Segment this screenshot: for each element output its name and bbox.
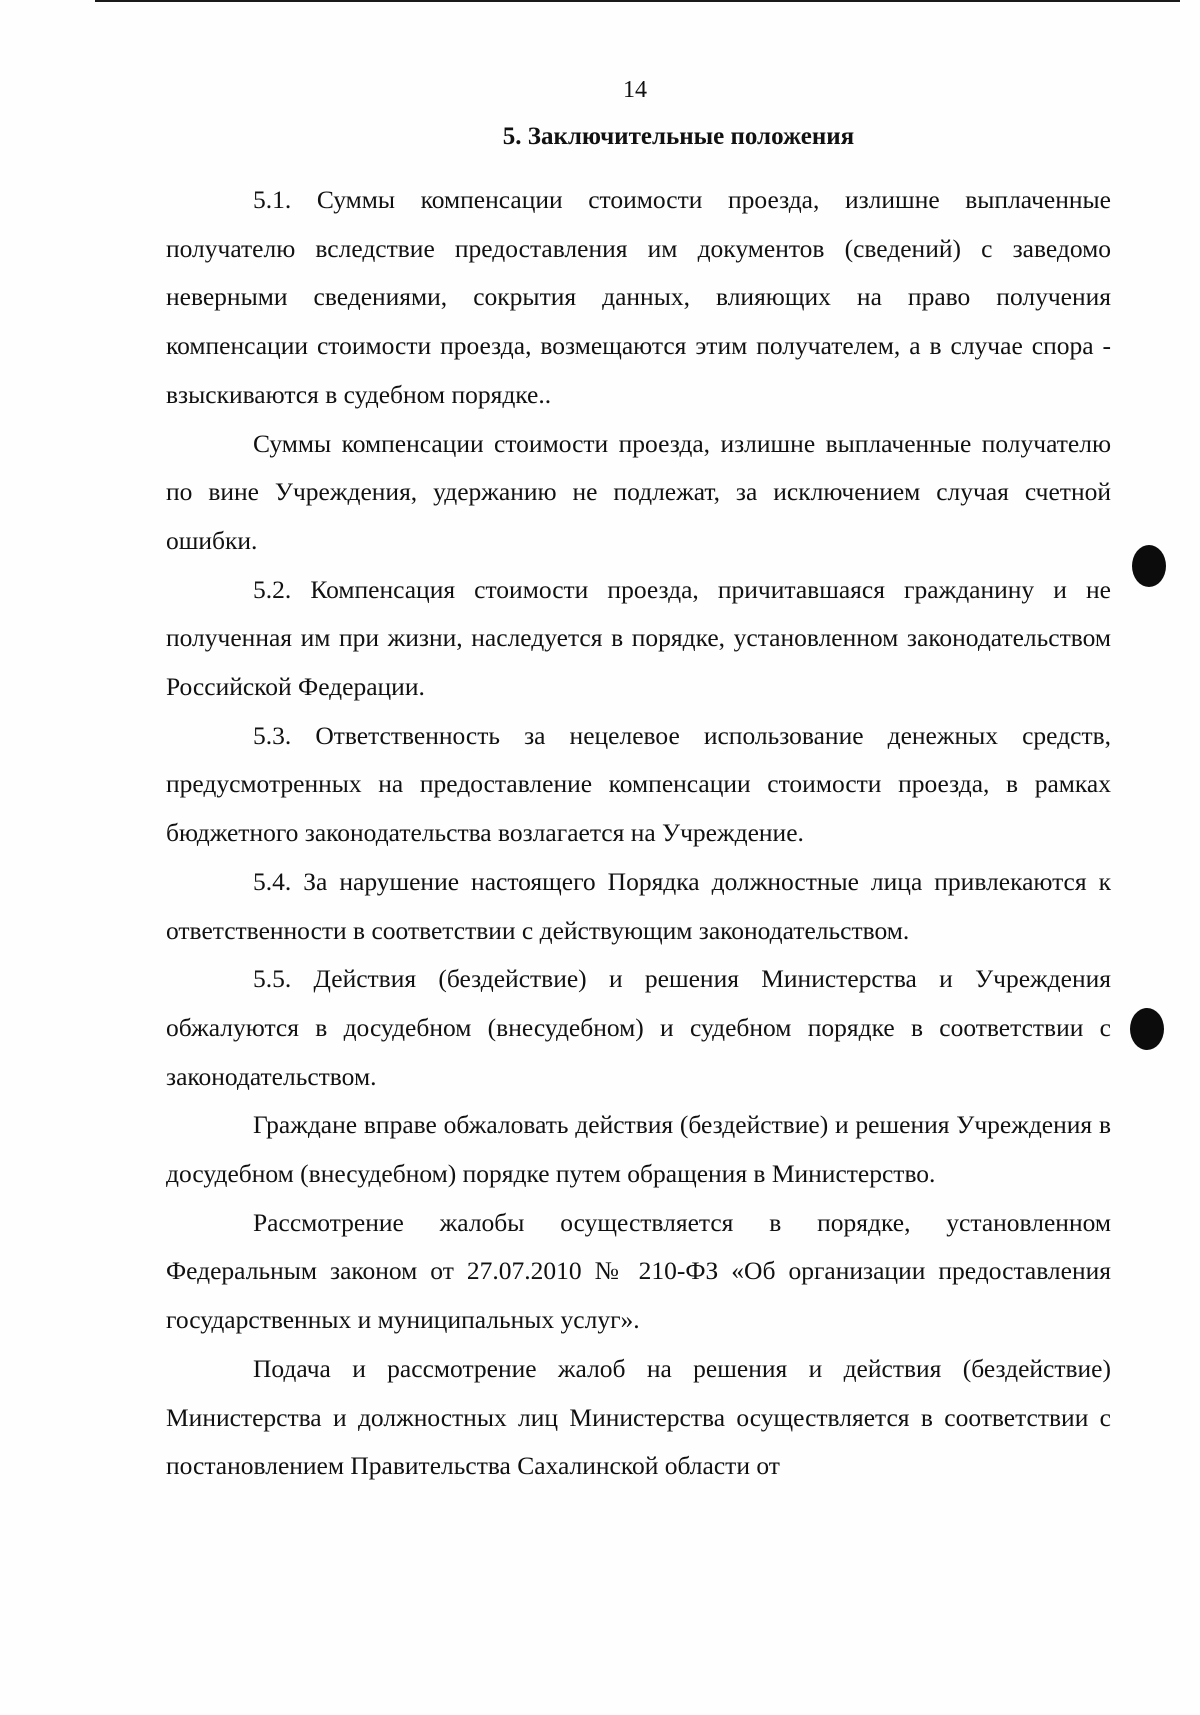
body-text — [166, 176, 1111, 1491]
paragraph-5-1: 5.1. Суммы компенсации стоимости проезда, излишне выплаченные получателю вследствие предоставления им документов (сведений) с заведомо неверными сведениями, сокрытия данных, влияющих на право получения компенсации стоимости проезда, возмещаются этим получателем, а в случае спора - взыскиваются в судебном порядке.. — [166, 185, 1111, 409]
paragraph-complaint-filing: Подача и рассмотрение жалоб на решения и действия (бездействие) Министерства и должностных лиц Министерства осуществляется в соответствии с постановлением Правительства Сахалинской области от — [166, 1353, 1111, 1481]
punch-hole-mark — [1132, 545, 1166, 587]
punch-hole-mark — [1130, 1008, 1164, 1050]
paragraph-appeal-rights: Граждане вправе обжаловать действия (бездействие) и решения Учреждения в досудебном (внесудебном) порядке путем обращения в Министерство. — [166, 1110, 1111, 1189]
paragraph-5-4: 5.4. За нарушение настоящего Порядка должностные лица привлекаются к ответственности в соответствии с действующим законодательством. — [166, 866, 1111, 945]
paragraph-5-3: 5.3. Ответственность за нецелевое использование денежных средств, предусмотренных на предоставление компенсации стоимости проезда, в рамках бюджетного законодательства возлагается на Учреждение. — [166, 720, 1111, 848]
paragraph-5-2: 5.2. Компенсация стоимости проезда, причитавшаяся гражданину и не полученная им при жизни, наследуется в порядке, установленном законодательством Российской Федерации. — [166, 574, 1111, 702]
page-number: 14 — [623, 77, 647, 103]
section-title: 5. Заключительные положения — [502, 123, 855, 150]
paragraph-5-5: 5.5. Действия (бездействие) и решения Министерства и Учреждения обжалуются в досудебном (внесудебном) и судебном порядке в соответствии с законодательством. — [166, 964, 1111, 1091]
paragraph-complaint-review: Рассмотрение жалобы осуществляется в порядке, установленном Федеральным законом от 27.07.2010 № 210-ФЗ «Об организации предоставления государственных и муниципальных услуг». — [166, 1207, 1111, 1335]
top-edge-rule — [95, 0, 1180, 2]
paragraph-5-1-continued: Суммы компенсации стоимости проезда, излишне выплаченные получателю по вине Учреждения, удержанию не подлежат, за исключением случая счетной ошибки. — [166, 428, 1111, 555]
